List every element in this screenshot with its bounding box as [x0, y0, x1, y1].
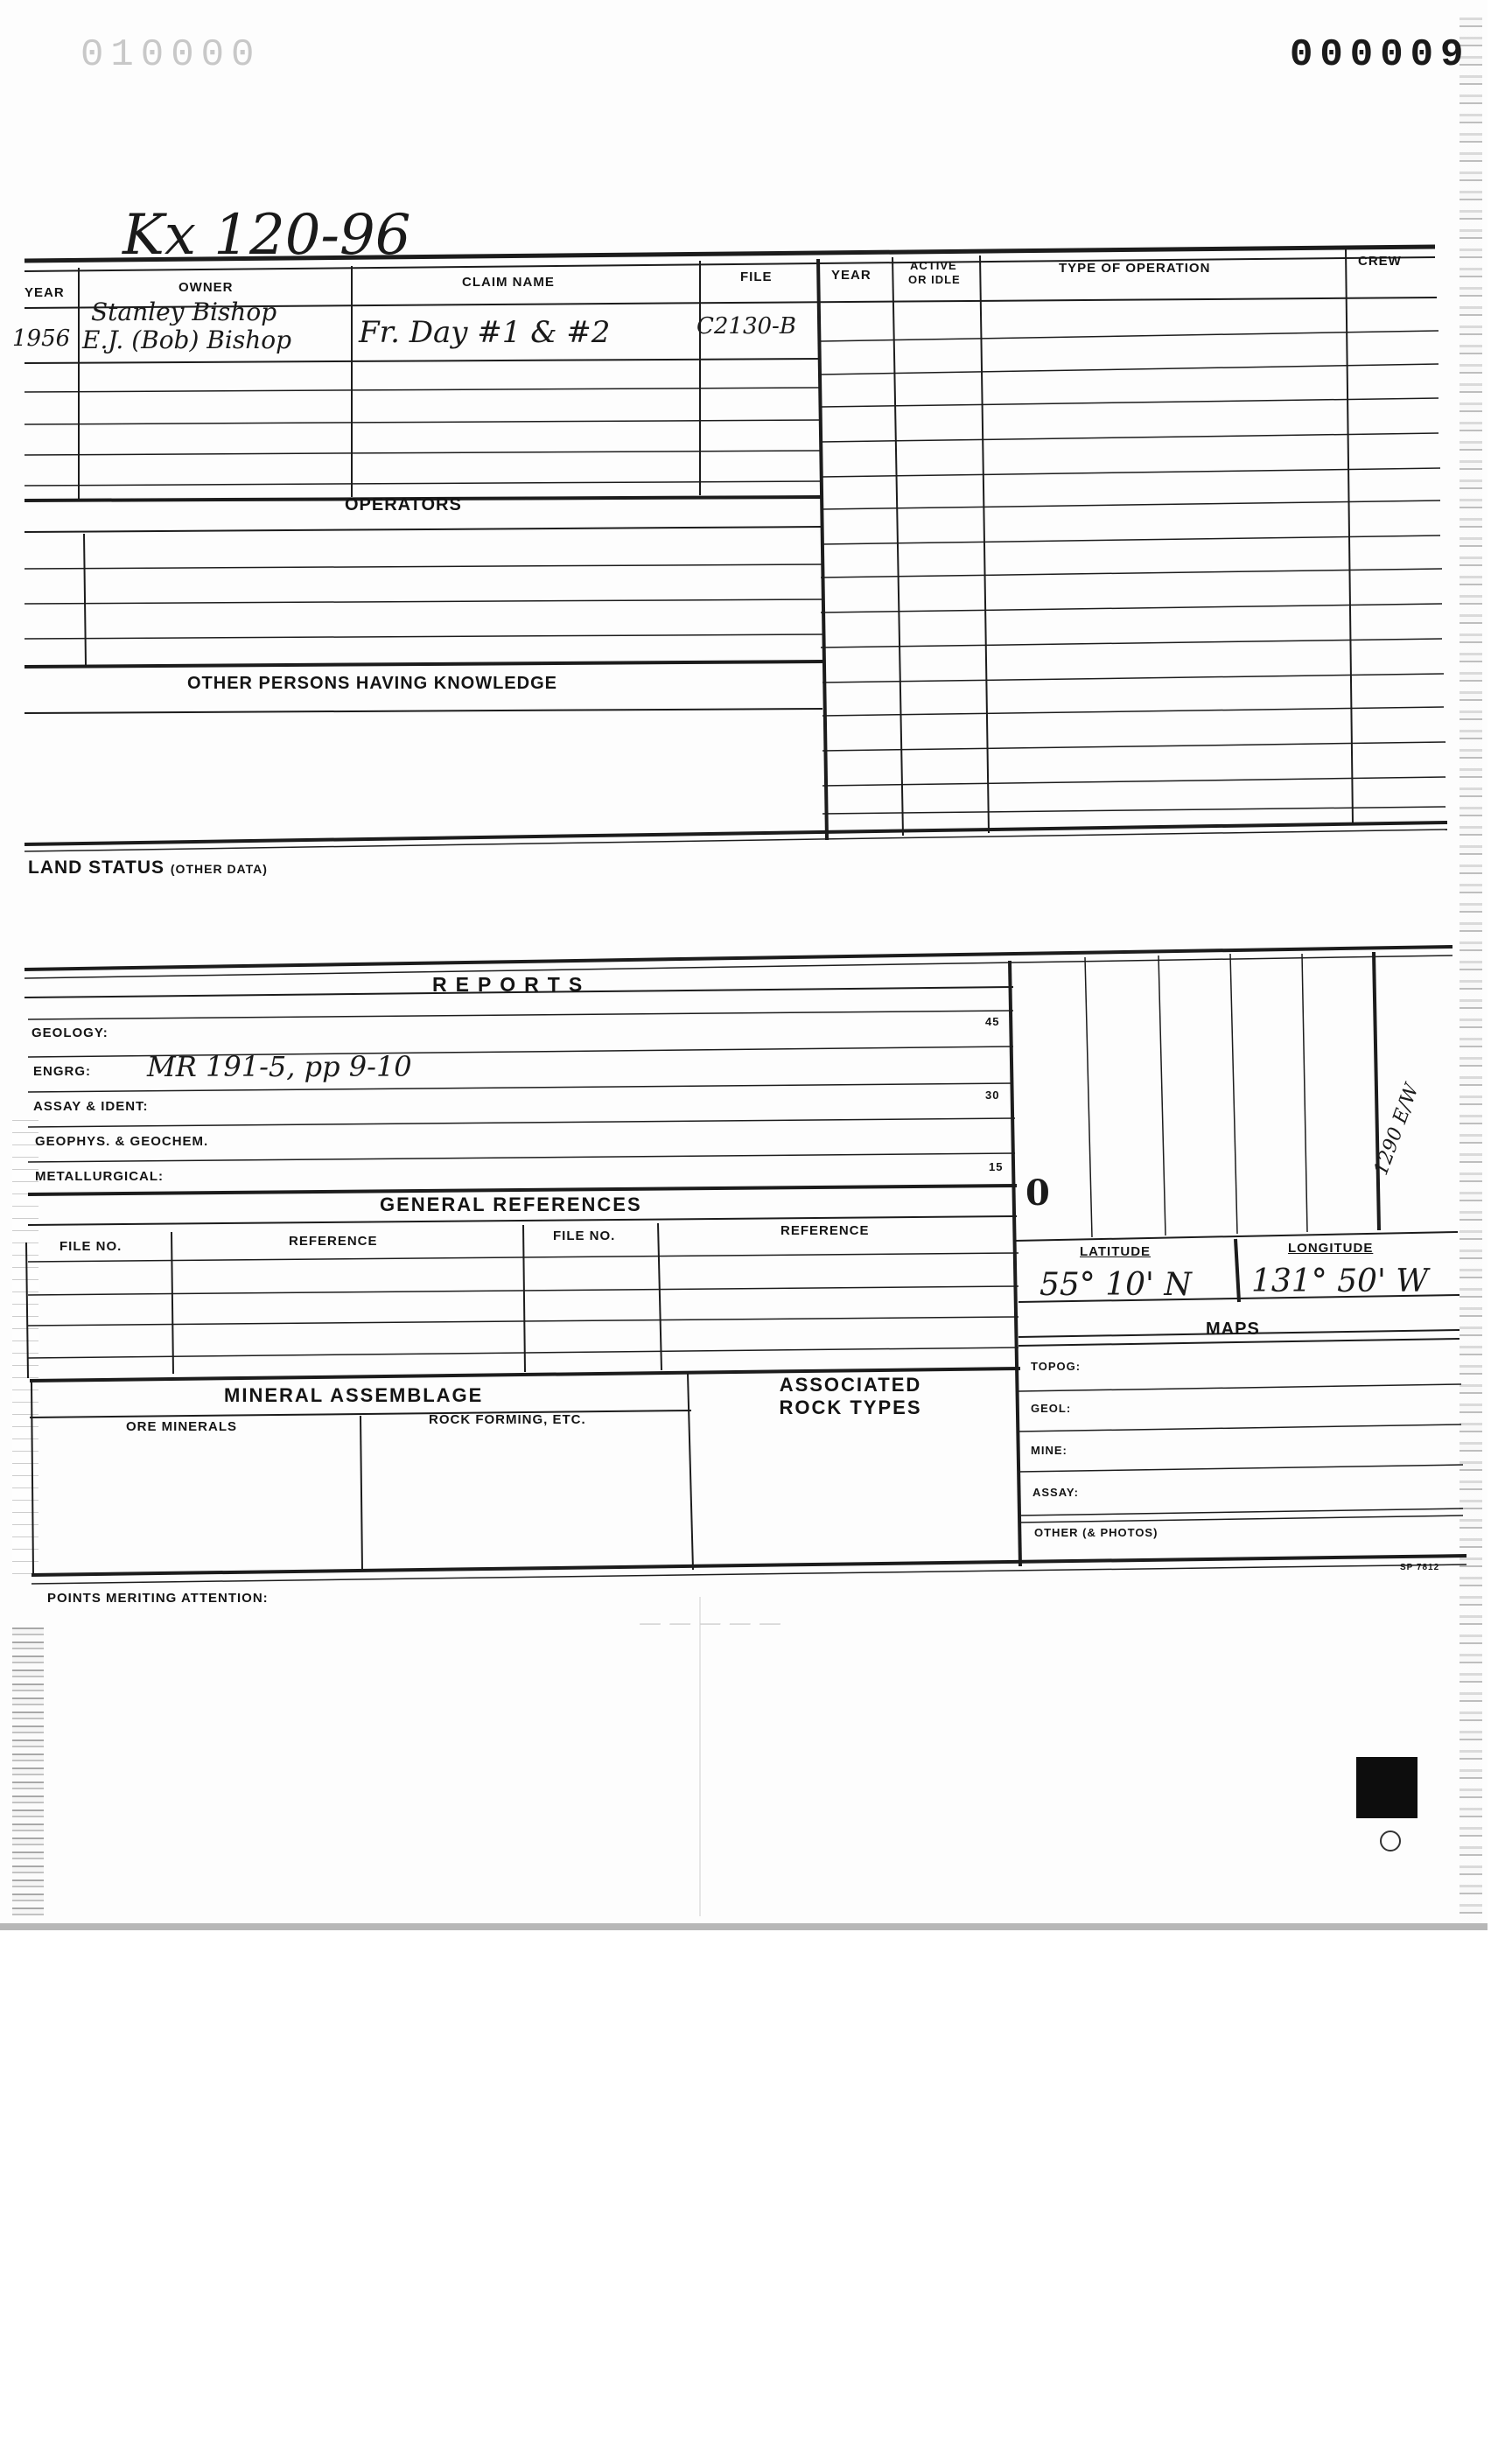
handwritten-claim: Fr. Day #1 & #2: [359, 315, 611, 350]
associated-line-1: ASSOCIATED: [779, 1374, 922, 1396]
section-header-operators: OPERATORS: [345, 495, 462, 514]
label-other-photos: OTHER (& PHOTOS): [1034, 1526, 1158, 1539]
label-points-meriting-attention: POINTS MERITING ATTENTION:: [47, 1591, 269, 1606]
page-stamp-left: 010000: [80, 33, 262, 77]
col-header-type-of-operation: TYPE OF OPERATION: [1059, 261, 1211, 276]
registration-mark: [1356, 1757, 1418, 1818]
land-status-sub: (OTHER DATA): [170, 862, 268, 876]
handwritten-owner-1: Stanley Bishop: [91, 298, 277, 326]
section-header-general-references: GENERAL REFERENCES: [380, 1194, 642, 1215]
page-stamp-right: 000009: [1290, 33, 1471, 77]
label-mine: MINE:: [1031, 1444, 1068, 1457]
section-header-mineral-assemblage: MINERAL ASSEMBLAGE: [224, 1384, 484, 1406]
label-topog: TOPOG:: [1031, 1360, 1082, 1373]
handwritten-circle-mark: 0: [1026, 1172, 1050, 1214]
scale-30: 30: [985, 1088, 1000, 1102]
scale-45: 45: [985, 1015, 1000, 1028]
form-code: SP 7812: [1400, 1563, 1440, 1572]
section-header-land-status: [28, 858, 268, 878]
col-header-owner: OWNER: [178, 280, 234, 295]
label-assay-map: ASSAY:: [1032, 1486, 1079, 1499]
handwritten-grid-note: 1290 E/W: [1370, 1081, 1424, 1179]
associated-line-2: ROCK TYPES: [779, 1396, 922, 1418]
section-header-maps: MAPS: [1206, 1320, 1260, 1339]
bleed-through-mark: — — — — —: [639, 1610, 782, 1636]
col-header-claim-name: CLAIM NAME: [462, 275, 555, 290]
col-header-reference: REFERENCE: [289, 1234, 378, 1249]
col-header-active: ACTIVE: [910, 259, 957, 272]
handwritten-longitude: 131° 50' W: [1251, 1264, 1429, 1299]
col-header-reference-2: REFERENCE: [780, 1223, 870, 1238]
punch-hole: [1380, 1830, 1401, 1852]
col-header-year: YEAR: [24, 285, 65, 300]
section-header-reports: REPORTS: [432, 973, 592, 996]
handwritten-file: C2130-B: [696, 313, 796, 340]
handwritten-engrg-reference: MR 191-5, pp 9-10: [147, 1050, 412, 1083]
section-header-associated-rock-types: [763, 1374, 938, 1419]
col-header-idle: OR IDLE: [908, 273, 961, 286]
col-header-ore-minerals: ORE MINERALS: [126, 1419, 238, 1434]
col-header-file: FILE: [740, 270, 773, 284]
label-metallurgical: METALLURGICAL:: [35, 1169, 164, 1184]
label-geophys-geochem: GEOPHYS. & GEOCHEM.: [35, 1134, 209, 1149]
land-status-label: LAND STATUS: [28, 858, 165, 878]
handwritten-file-number: Kx 120-96: [122, 203, 411, 268]
handwritten-owner-2: E.J. (Bob) Bishop: [82, 326, 292, 354]
handwritten-year: 1956: [12, 326, 71, 352]
col-header-crew: CREW: [1358, 254, 1402, 269]
section-header-other-persons: OTHER PERSONS HAVING KNOWLEDGE: [187, 674, 557, 693]
col-header-year-2: YEAR: [831, 268, 872, 283]
label-engrg: ENGRG:: [33, 1064, 91, 1079]
label-longitude: LONGITUDE: [1288, 1241, 1374, 1256]
label-latitude: LATITUDE: [1080, 1244, 1152, 1259]
col-header-file-no: FILE NO.: [60, 1239, 122, 1254]
label-assay-ident: ASSAY & IDENT:: [33, 1099, 149, 1114]
handwritten-latitude: 55° 10' N: [1040, 1267, 1192, 1303]
col-header-rock-forming: ROCK FORMING, ETC.: [429, 1412, 586, 1427]
col-header-file-no-2: FILE NO.: [553, 1228, 616, 1243]
label-geol: GEOL:: [1031, 1402, 1072, 1415]
scale-15: 15: [989, 1160, 1004, 1173]
label-geology: GEOLOGY:: [32, 1026, 108, 1040]
